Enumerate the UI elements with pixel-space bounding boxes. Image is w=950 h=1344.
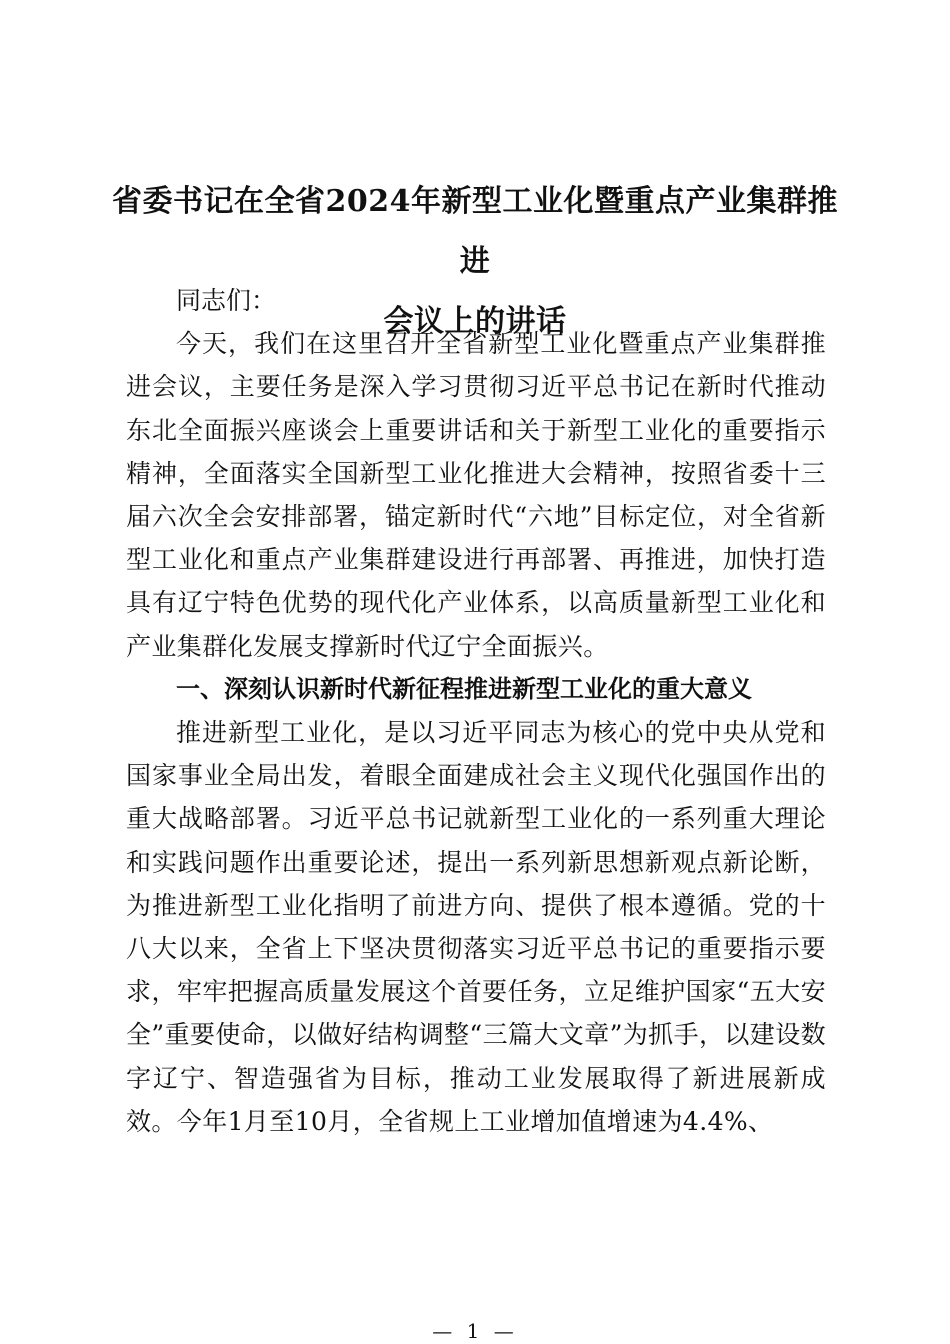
paragraph-intro: 今天，我们在这里召开全省新型工业化暨重点产业集群推进会议，主要任务是深入学习贯彻习近平总书记在新时代推动东北全面振兴座谈会上重要讲话和关于新型工业化的重要指示精神，全面落实全国新型工业化推进大会精神，按照省委十三届六次全会安排部署，锚定新时代“六地”目标定位，对全省新型工业化和重点产业集群建设进行再部署、再推进，加快打造具有辽宁特色优势的现代化产业体系，以高质量新型工业化和产业集群化发展支撑新时代辽宁全面振兴。 [126,329,826,661]
salutation: 同志们： [176,286,277,315]
section-heading-1: 一、深刻认识新时代新征程推进新型工业化的重大意义 [176,674,752,703]
title-line-2: 会议上的讲话 [383,304,567,339]
title-line-1: 省委书记在全省2024年新型工业化暨重点产业集群推进 [112,184,838,279]
paragraph-section-1: 推进新型工业化，是以习近平同志为核心的党中央从党和国家事业全局出发，着眼全面建成社会主义现代化强国作出的重大战略部署。习近平总书记就新型工业化的一系列重大理论和实践问题作出重要论述，提出一系列新思想新观点新论断，为推进新型工业化指明了前进方向、提供了根本遵循。党的十八大以来，全省上下坚决贯彻落实习近平总书记的重要指示要求，牢牢把握高质量发展这个首要任务，立足维护国家“五大安全”重要使命，以做好结构调整“三篇大文章”为抓手，以建设数字辽宁、智造强省为目标，推动工业发展取得了新进展新成效。今年1月至10月，全省规上工业增加值增速为4.4%、 [126,718,826,1136]
page-number: — 1 — [432,1319,518,1343]
document-body [126,279,826,1143]
